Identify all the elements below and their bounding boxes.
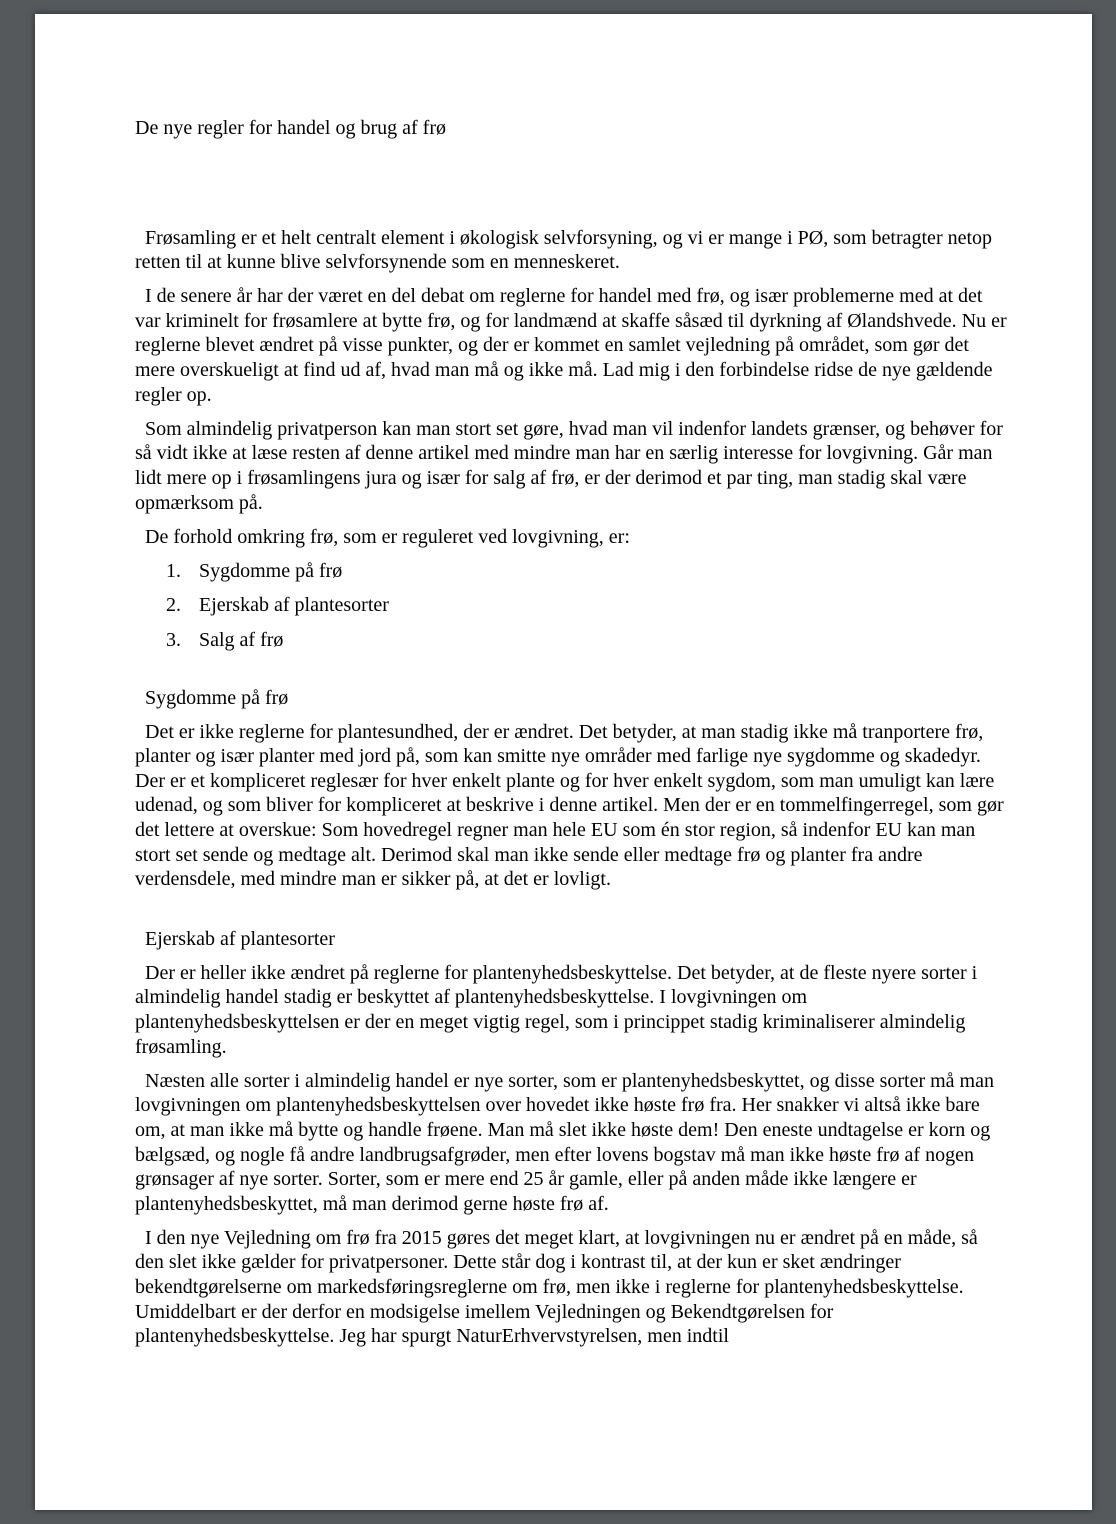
numbered-list: [135, 559, 1010, 653]
paragraph: Der er heller ikke ændret på reglerne for plantenyhedsbeskyttelse. Det betyder, at de fleste nyere sorter i almindelig handel stadig er beskyttet af plantenyhedsbeskyttelse. I lovgivningen om plantenyhedsbeskyttelsen er der en meget vigtig regel, som i princippet stadig kriminaliserer almindelig frøsamling.: [135, 961, 978, 1058]
list-item-text: Salg af frø: [199, 628, 284, 651]
intro-section: [135, 226, 1010, 550]
list-item-number: 1.: [166, 559, 181, 582]
paragraph: I den nye Vejledning om frø fra 2015 gøres det meget klart, at lovgivningen nu er ændret på en måde, så den slet ikke gælder for privatpersoner. Dette står dog i kontrast til, at der kun er sket ændringer bekendtgørelserne om markedsføringsreglerne om frø, men ikke i reglerne for plantenyhedsbeskyttelse. Umiddelbart er der derfor en modsigelse imellem Vejledningen og Bekendtgørelsen for plantenyhedsbeskyttelse. Jeg har spurgt NaturErhvervstyrelsen, men indtil: [135, 1226, 978, 1348]
document-title: De nye regler for handel og brug af frø: [135, 117, 446, 139]
paragraph: Næsten alle sorter i almindelig handel er nye sorter, som er plantenyhedsbeskyttet, og disse sorter må man lovgivningen om plantenyhedsbeskyttelsen over hovedet ikke høste frø fra. Her snakker vi altså ikke bare om, at man ikke må bytte og handle frøene. Man må slet ikke høste dem! Den eneste undtagelse er korn og bælgsæd, og nogle få andre landbrugsafgrøder, men efter lovens bogstav må man ikke høste frø af nogen grønsager af nye sorter. Sorter, som er mere end 25 år gamle, eller på anden måde ikke længere er plantenyhedsbeskyttet, må man derimod gerne høste frø af.: [135, 1069, 994, 1215]
list-item-number: 3.: [166, 628, 181, 651]
paragraph: Frøsamling er et helt centralt element i økologisk selvforsyning, og vi er mange i PØ, som betragter netop retten til at kunne blive selvforsynende som en menneskeret.: [135, 226, 993, 274]
paragraph: De forhold omkring frø, som er reguleret ved lovgivning, er:: [145, 525, 630, 548]
paragraph: I de senere år har der været en del debat om reglerne for handel med frø, og især problemerne med at det var kriminelt for frøsamlere at bytte frø, og for landmænd at skaffe såsæd til dyrkning af Ølandshvede. Nu er reglerne blevet ændret på visse punkter, og der er kommet en samlet vejledning på området, som gør det mere overskueligt at find ud af, hvad man må og ikke må. Lad mig i den forbindelse ridse de nye gældende regler op.: [135, 285, 1007, 406]
list-item-number: 2.: [166, 594, 181, 617]
paragraph: Som almindelig privatperson kan man stort set gøre, hvad man vil indenfor landets grænser, og behøver for så vidt ikke at læse resten af denne artikel med mindre man har en særlig interesse for lovgivning. Går man lidt mere op i frøsamlingens jura og især for salg af frø, er der derimod et par ting, man stadig skal være opmærksom på.: [135, 417, 1003, 514]
page-content: [135, 116, 1010, 1358]
section-heading-ownership: Ejerskab af plantesorter: [145, 927, 335, 950]
list-item-text: Ejerskab af plantesorter: [199, 594, 389, 617]
paragraph: Det er ikke reglerne for plantesundhed, der er ændret. Det betyder, at man stadig ikke må tranportere frø, planter og især planter med jord på, som kan smitte nye områder med farlige nye sygdomme og skadedyr. Der er et kompliceret reglesær for hver enkelt plante og for hver enkelt sygdom, som man umuligt kan lære udenad, og som bliver for kompliceret at beskrive i denne artikel. Men der er en tommelfingerregel, som gør det lettere at overskue: Som hovedregel regner man hele EU som én stor region, så indenfor EU kan man stort set sende og medtage alt. Derimod skal man ikke sende eller medtage frø og planter fra andre verdensdele, med mindre man er sikker på, at det er lovligt.: [135, 720, 1004, 891]
list-item: [135, 593, 1010, 618]
list-item-text: Sygdomme på frø: [199, 559, 343, 582]
list-item: [135, 628, 1010, 653]
document-page: [35, 14, 1092, 1510]
list-item: [135, 559, 1010, 584]
section-heading-diseases: Sygdomme på frø: [145, 686, 289, 709]
